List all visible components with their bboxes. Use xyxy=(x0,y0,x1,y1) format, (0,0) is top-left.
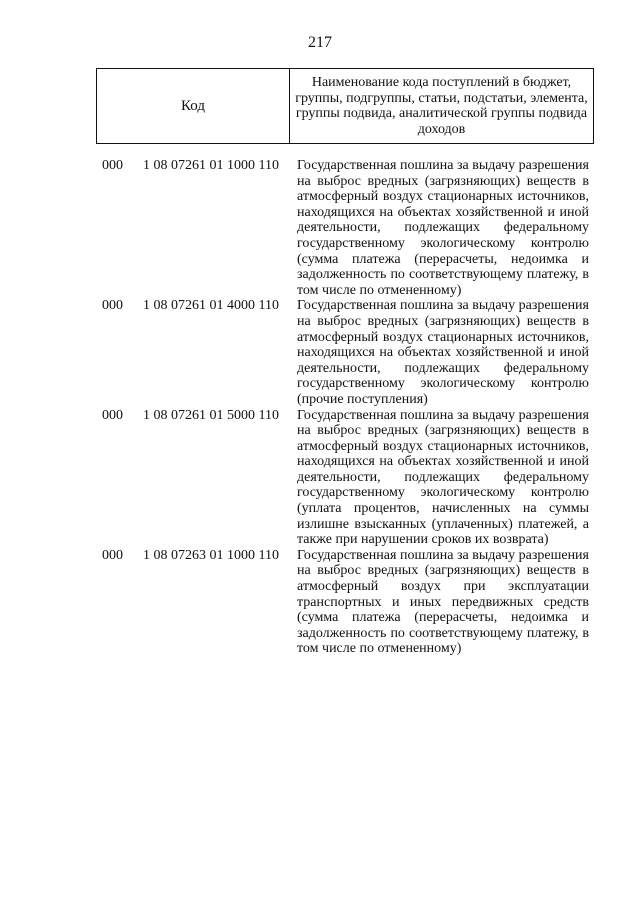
admin-code: 000 xyxy=(102,158,123,173)
income-description: Государственная пошлина за выдачу разрешения на выброс вредных (загрязняющих) веществ в атмосферный воздух стационарных источников, находящихся на объектах хозяйственной и иной деятельности, подлежащих федеральному государственному экологическому контролю (уплата процентов, начисленных на суммы излишне взысканных (уплаченных) платежей, а также при нарушении сроков их возврата) xyxy=(297,407,589,548)
list-item xyxy=(0,158,640,298)
admin-code: 000 xyxy=(102,407,123,423)
income-description: Государственная пошлина за выдачу разрешения на выброс вредных (загрязняющих) веществ в атмосферный воздух стационарных источников, находящихся на объектах хозяйственной и иной деятельности, подлежащих федеральному государственному экологическому контролю (сумма платежа (перерасчеты, недоимка и задолженность по соответствующему платежу, в том числе по отмененному) xyxy=(297,158,589,298)
income-description: Государственная пошлина за выдачу разрешения на выброс вредных (загрязняющих) веществ в атмосферный воздух стационарных источников, находящихся на объектах хозяйственной и иной деятельности, подлежащих федеральному государственному экологическому контролю (прочие поступления) xyxy=(297,298,589,407)
header-code-cell: Код xyxy=(97,69,290,143)
income-code: 1 08 07261 01 1000 110 xyxy=(143,158,279,173)
list-item xyxy=(0,408,640,548)
admin-code: 000 xyxy=(102,298,123,314)
income-code: 1 08 07261 01 5000 110 xyxy=(143,407,279,423)
entries-list xyxy=(0,158,640,657)
table-header xyxy=(96,68,594,144)
income-code: 1 08 07263 01 1000 110 xyxy=(143,547,279,563)
header-name-cell: Наименование кода поступлений в бюджет, группы, подгруппы, статьи, подстатьи, элемента, группы подвида, аналитической группы подвида доходов xyxy=(295,75,588,137)
list-item xyxy=(0,548,640,657)
page-number: 217 xyxy=(308,34,332,51)
list-item xyxy=(0,298,640,407)
income-description: Государственная пошлина за выдачу разрешения на выброс вредных (загрязняющих) веществ в атмосферный воздух при эксплуатации транспортных и иных передвижных средств (сумма платежа (перерасчеты, недоимка и задолженность по соответствующему платежу, в том числе по отмененному) xyxy=(297,547,589,657)
income-code: 1 08 07261 01 4000 110 xyxy=(143,298,279,314)
admin-code: 000 xyxy=(102,547,123,563)
